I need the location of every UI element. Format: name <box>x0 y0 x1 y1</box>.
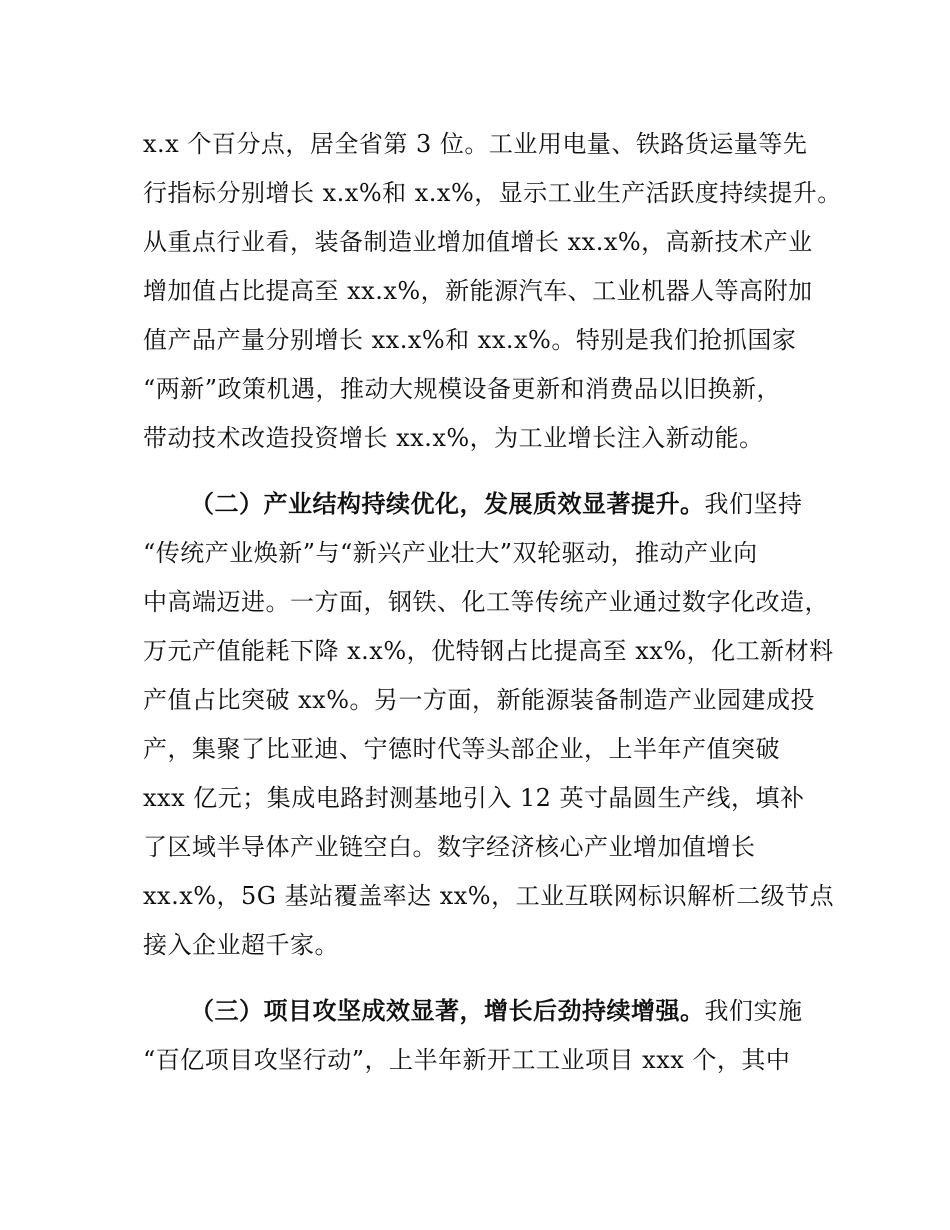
paragraph-3-line-2: “百亿项目攻坚行动”，上半年新开工工业项目 xxx 个，其中 <box>143 1046 791 1074</box>
paragraph-2-line-3: 中高端迈进。一方面，钢铁、化工等传统产业通过数字化改造， <box>143 588 829 616</box>
paragraph-2-line-9: xx.x%，5G 基站覆盖率达 xx%，工业互联网标识解析二级节点 <box>143 882 835 910</box>
section-heading-3: （三）项目攻坚成效显著，增长后劲持续增强。 <box>190 997 705 1025</box>
paragraph-2-lead-text: 我们坚持 <box>704 490 803 518</box>
paragraph-2-line-10: 接入企业超千家。 <box>143 931 339 959</box>
paragraph-2-line-7: xxx 亿元；集成电路封测基地引入 12 英寸晶圆生产线，填补 <box>143 784 805 812</box>
paragraph-1-line-5: 值产品产量分别增长 xx.x%和 xx.x%。特别是我们抢抓国家 <box>143 326 797 354</box>
paragraph-2-line-6: 产，集聚了比亚迪、宁德时代等头部企业，上半年产值突破 <box>143 735 780 763</box>
paragraph-1-line-7: 带动技术改造投资增长 xx.x%，为工业增长注入新动能。 <box>143 424 764 452</box>
section-heading-2: （二）产业结构持续优化，发展质效显著提升。 <box>190 490 705 518</box>
paragraph-2-line-4: 万元产值能耗下降 x.x%，优特钢占比提高至 xx%，化工新材料 <box>143 637 834 665</box>
paragraph-3-line-1 <box>190 996 803 1026</box>
paragraph-1-line-4: 增加值占比提高至 xx.x%，新能源汽车、工业机器人等高附加 <box>143 277 813 305</box>
paragraph-2-line-8: 了区域半导体产业链空白。数字经济核心产业增加值增长 <box>143 833 756 861</box>
paragraph-2-line-2: “传统产业焕新”与“新兴产业壮大”双轮驱动，推动产业向 <box>143 539 758 567</box>
paragraph-3-lead-text: 我们实施 <box>704 997 803 1025</box>
paragraph-1-line-3: 从重点行业看，装备制造业增加值增长 xx.x%，高新技术产业 <box>143 228 813 256</box>
paragraph-1-line-2: 行指标分别增长 x.x%和 x.x%，显示工业生产活跃度持续提升。 <box>143 179 842 207</box>
paragraph-2-line-5: 产值占比突破 xx%。另一方面，新能源装备制造产业园建成投 <box>143 686 816 714</box>
paragraph-1-line-1: x.x 个百分点，居全省第 3 位。工业用电量、铁路货运量等先 <box>143 130 808 158</box>
paragraph-1-line-6: “两新”政策机遇，推动大规模设备更新和消费品以旧换新， <box>143 375 782 403</box>
paragraph-2-line-1 <box>190 489 803 519</box>
